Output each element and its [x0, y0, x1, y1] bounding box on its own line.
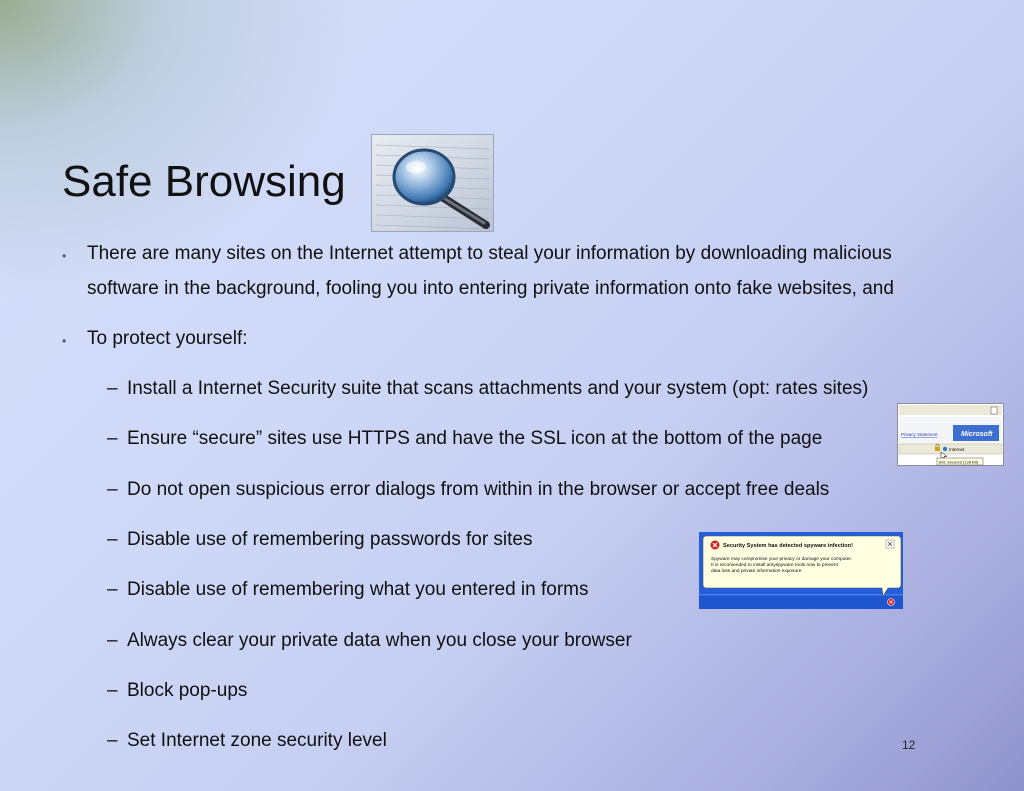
sub-bullet-6: Always clear your private data when you close your browser	[127, 630, 632, 651]
dash-icon: –	[107, 378, 118, 399]
bullet-1-line-1: There are many sites on the Internet attempt to steal your information by downloading malicious	[87, 243, 892, 264]
popup-title: Security System has detected spyware infection!	[723, 543, 853, 549]
ssl-tooltip: SSL Secured (128 Bit)	[938, 459, 979, 465]
error-x-icon	[711, 541, 719, 549]
tray-warning-icon[interactable]	[888, 599, 895, 606]
popup-body-line-1: Spyware may compromise your privacy or damage your computer.	[711, 557, 853, 562]
dash-icon: –	[107, 630, 118, 651]
spyware-popup-screenshot	[699, 532, 903, 609]
magnifier-image	[371, 134, 494, 232]
bullet-2-line-1: To protect yourself:	[87, 328, 248, 349]
bullet-dot-icon: •	[62, 334, 67, 348]
page-number: 12	[902, 738, 916, 752]
bullet-dot-icon: •	[62, 249, 67, 263]
zone-label: Internet	[949, 447, 965, 452]
dash-icon: –	[107, 529, 118, 550]
sub-bullet-4: Disable use of remembering passwords for sites	[127, 529, 533, 550]
popup-body-line-3: data loss and private information exposure.	[711, 569, 803, 574]
popup-body-line-2: It is recomended to install antyspyware tools now to prevent	[711, 563, 838, 568]
dash-icon: –	[107, 428, 118, 449]
sub-bullet-8: Set Internet zone security level	[127, 730, 387, 751]
dash-icon: –	[107, 730, 118, 751]
privacy-statement-link: Privacy Statement	[901, 432, 938, 437]
sub-bullet-3: Do not open suspicious error dialogs from within in the browser or accept free deals	[127, 479, 830, 500]
microsoft-brand: Microsoft	[961, 431, 993, 438]
dash-icon: –	[107, 579, 118, 600]
dash-icon: –	[107, 680, 118, 701]
sub-bullet-5: Disable use of remembering what you entered in forms	[127, 579, 589, 600]
magnifying-glass-icon	[372, 135, 493, 231]
dash-icon: –	[107, 479, 118, 500]
globe-icon	[943, 447, 947, 451]
sub-bullet-1: Install a Internet Security suite that scans attachments and your system (opt: rates sites)	[127, 378, 869, 399]
close-icon[interactable]	[886, 540, 894, 548]
ssl-status-screenshot	[897, 403, 1004, 466]
slide-title: Safe Browsing	[62, 157, 346, 206]
bullet-1-line-2: software in the background, fooling you into entering private information onto fake websites, and	[87, 278, 894, 299]
sub-bullet-7: Block pop-ups	[127, 680, 248, 701]
sub-bullet-2: Ensure “secure” sites use HTTPS and have the SSL icon at the bottom of the page	[127, 428, 823, 449]
